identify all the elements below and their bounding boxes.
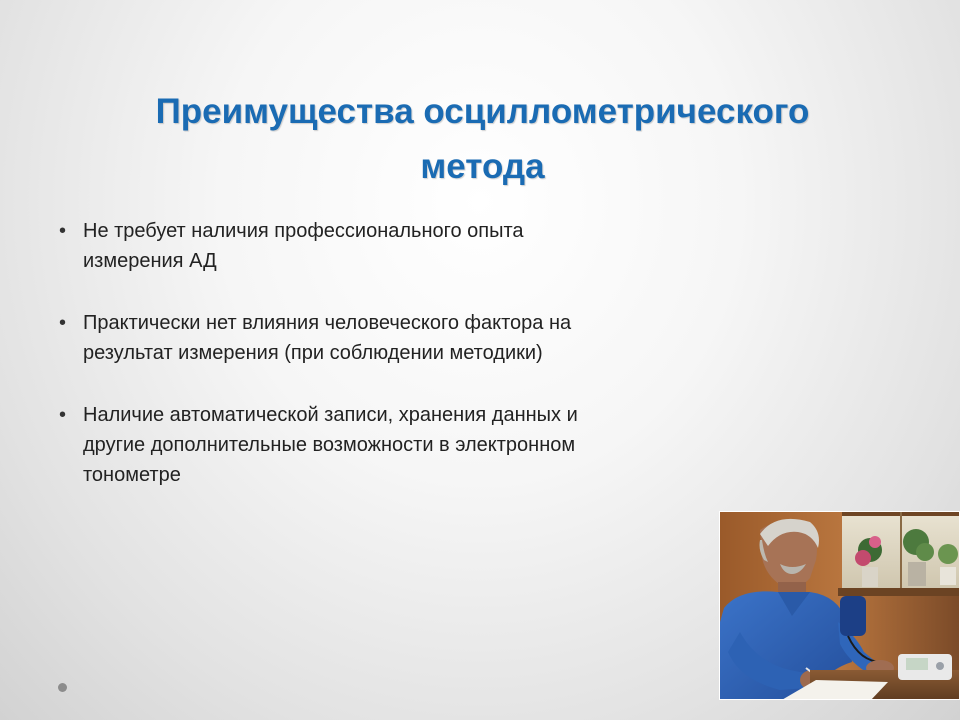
bullet-line: Практически нет влияния человеческого фактора на: [83, 312, 572, 334]
bullet-marker: •: [59, 220, 67, 242]
bullet-line: Наличие автоматической записи, хранения данных и: [83, 404, 578, 426]
slide-title-line-2: метода: [420, 147, 545, 186]
bullet-marker: •: [59, 312, 67, 334]
bullet-line: результат измерения (при соблюдении методики): [83, 342, 543, 364]
slide-title: [60, 84, 905, 194]
bullet-line: Не требует наличия профессионального опыта: [83, 220, 524, 242]
photo-man-measuring-blood-pressure: [719, 511, 960, 700]
bullet-line: измерения АД: [83, 250, 217, 272]
photo-bp-cuff: [840, 596, 866, 636]
bullet-list: [57, 216, 697, 522]
bullet-line: другие дополнительные возможности в электронном: [83, 434, 576, 456]
bullet-line: тонометре: [83, 464, 181, 486]
slide-footer-dot: [58, 683, 67, 692]
bullet-marker: •: [59, 404, 67, 426]
bullet-item-2: [57, 308, 697, 368]
bullet-item-1: [57, 216, 697, 276]
photo-bp-monitor: [898, 654, 952, 680]
slide-title-line-1: Преимущества осциллометрического: [155, 92, 810, 131]
bullet-item-3: [57, 400, 697, 490]
